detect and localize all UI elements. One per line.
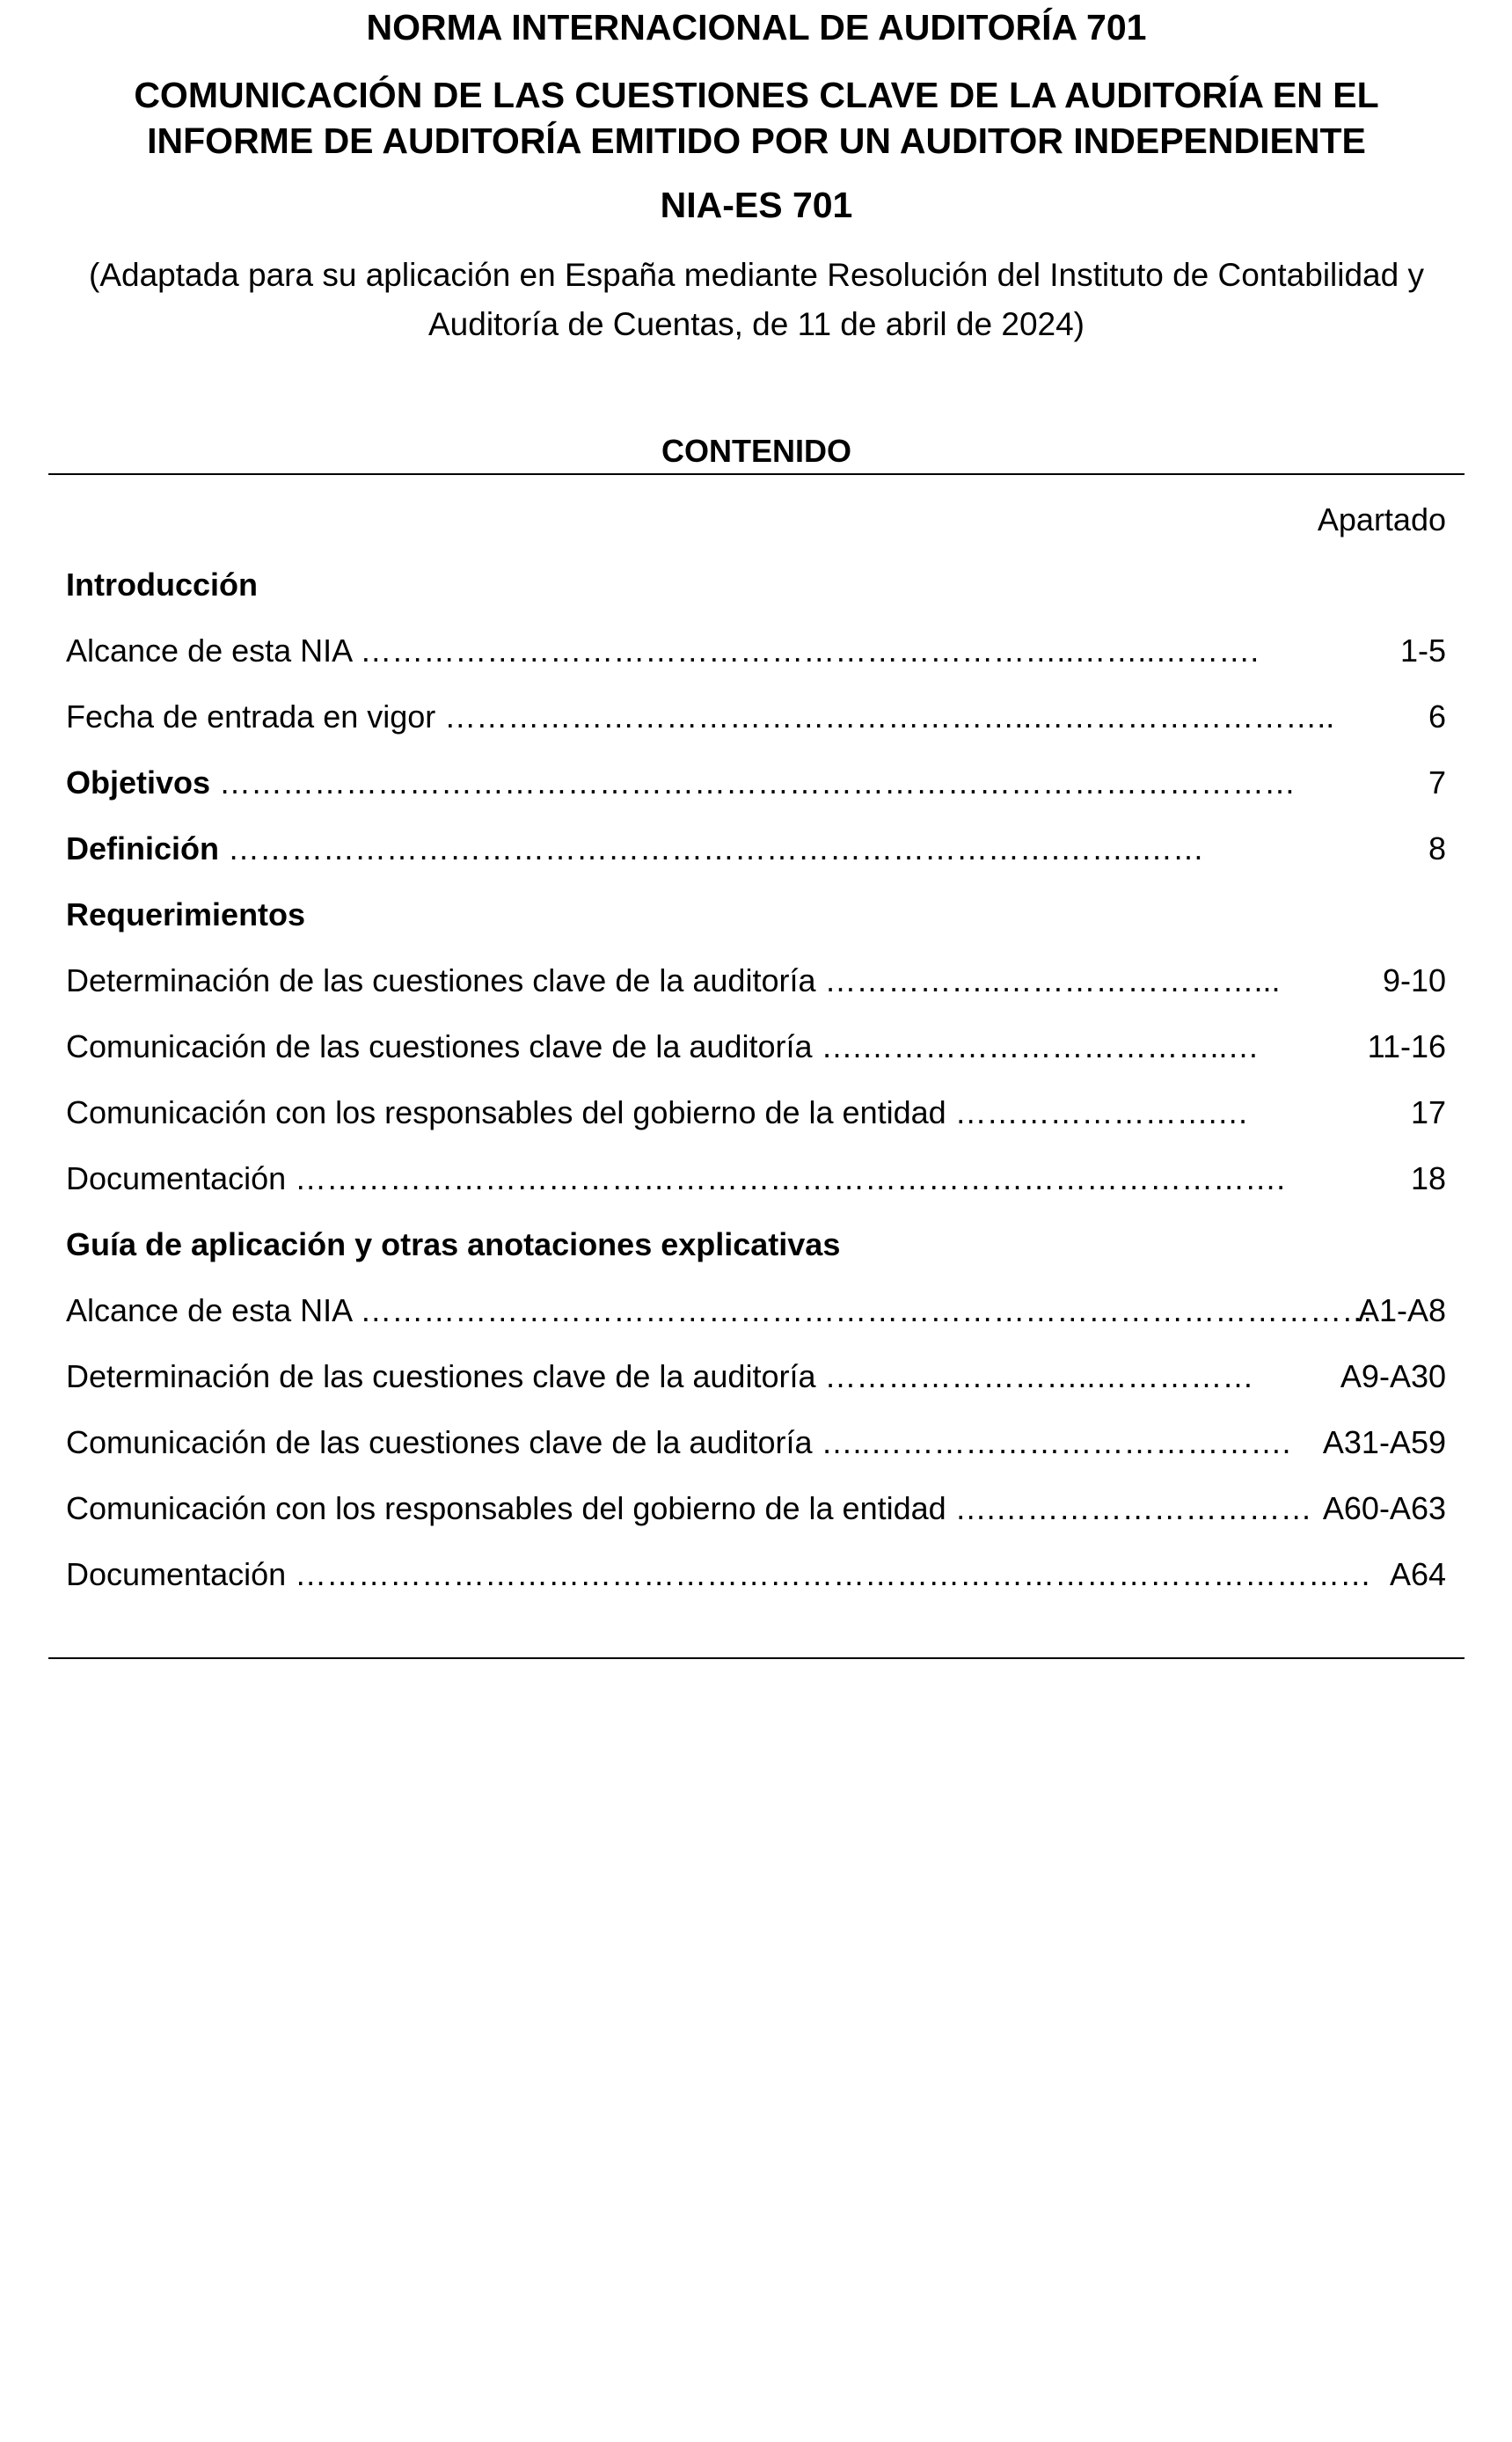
toc-entry-label: Definición <box>66 830 220 866</box>
toc-entry[interactable] <box>66 961 1446 1027</box>
table-of-contents <box>66 565 1446 1620</box>
toc-entry-label: Determinación de las cuestiones clave de la auditoría <box>66 962 816 998</box>
toc-entry-ref: 8 <box>1428 830 1446 866</box>
toc-entry-ref: 17 <box>1410 1094 1446 1130</box>
toc-entry-label: Comunicación de las cuestiones clave de la auditoría <box>66 1028 813 1064</box>
toc-entry[interactable] <box>66 1290 1446 1356</box>
toc-entry-label: Objetivos <box>66 764 211 801</box>
toc-entry-label: Comunicación con los responsables del gobierno de la entidad <box>66 1490 946 1526</box>
toc-entry[interactable] <box>66 1422 1446 1488</box>
toc-entry-leader: …………………….… <box>946 1094 1249 1130</box>
toc-top-divider <box>48 473 1465 475</box>
toc-entry-label: Documentación <box>66 1160 287 1196</box>
toc-entry-leader: ……………………..…………… <box>815 1358 1254 1394</box>
toc-entry-leader: ………………………………………………..……………………….. <box>435 698 1335 735</box>
toc-entry[interactable] <box>66 763 1446 829</box>
toc-entry-ref: 6 <box>1428 698 1446 735</box>
toc-entry-leader: ………………………………………………………………………………………… <box>286 1556 1372 1592</box>
toc-entry-leader: ………………………………………………………………………………………… <box>210 764 1297 801</box>
document-subtitle <box>48 72 1465 164</box>
toc-entry[interactable] <box>66 829 1446 895</box>
toc-heading: CONTENIDO <box>661 433 851 469</box>
toc-entry-leader: …………………………………………………………………………………… <box>351 1292 1374 1328</box>
toc-entry-ref: 7 <box>1428 764 1446 801</box>
toc-entry-label: Alcance de esta NIA <box>66 1292 352 1328</box>
toc-entry[interactable] <box>66 1159 1446 1225</box>
toc-section-label: Guía de aplicación y otras anotaciones explicativas <box>66 1226 841 1262</box>
toc-entry-leader: …………………………………………………………………….……..…… <box>219 830 1205 866</box>
toc-entry[interactable] <box>66 1027 1446 1093</box>
toc-section-requerimientos <box>66 895 1446 961</box>
toc-entry-ref: A60-A63 <box>1322 1490 1446 1526</box>
toc-entry-label: Comunicación con los responsables del gobierno de la entidad <box>66 1094 946 1130</box>
toc-entry-leader: …………………………………………………………..……..………. <box>351 632 1260 669</box>
toc-entry-ref: A64 <box>1389 1556 1446 1592</box>
toc-section-introduccion <box>66 565 1446 631</box>
toc-entry-label: Fecha de entrada en vigor <box>66 698 436 735</box>
adaptation-note-line-1: (Adaptada para su aplicación en España mediante Resolución del Instituto de Contabilidad y <box>89 257 1424 293</box>
toc-section-guia-aplicacion <box>66 1225 1446 1290</box>
toc-entry[interactable] <box>66 631 1446 697</box>
adaptation-note-line-2: Auditoría de Cuentas, de 11 de abril de 2024) <box>428 306 1085 342</box>
toc-entry-label: Determinación de las cuestiones clave de la auditoría <box>66 1358 816 1394</box>
toc-entry-label: Comunicación de las cuestiones clave de la auditoría <box>66 1424 813 1460</box>
toc-entry-leader: ……………..……………………... <box>815 962 1281 998</box>
toc-entry-leader: …..…………………………………. <box>812 1424 1291 1460</box>
toc-entry-ref: 1-5 <box>1399 632 1446 669</box>
toc-entry-ref: 18 <box>1410 1160 1446 1196</box>
toc-entry[interactable] <box>66 1554 1446 1620</box>
toc-entry-ref: A9-A30 <box>1340 1358 1446 1394</box>
toc-entry-label: Alcance de esta NIA <box>66 632 352 669</box>
toc-entry[interactable] <box>66 1356 1446 1422</box>
document-title: NORMA INTERNACIONAL DE AUDITORÍA 701 <box>366 7 1147 48</box>
toc-entry[interactable] <box>66 1093 1446 1159</box>
toc-section-label: Introducción <box>66 567 258 603</box>
toc-entry[interactable] <box>66 1488 1446 1554</box>
toc-section-label: Requerimientos <box>66 896 306 932</box>
toc-entry-ref: 9-10 <box>1382 962 1446 998</box>
document-subtitle-line-2: INFORME DE AUDITORÍA EMITIDO POR UN AUDITOR INDEPENDIENTE <box>147 121 1366 161</box>
toc-entry-leader: ….……………………………..… <box>812 1028 1260 1064</box>
toc-column-label: Apartado <box>1317 501 1446 537</box>
toc-entry-ref: A31-A59 <box>1322 1424 1446 1460</box>
document-subtitle-line-1: COMUNICACIÓN DE LAS CUESTIONES CLAVE DE LA AUDITORÍA EN EL <box>134 75 1379 115</box>
toc-entry-leader: ….………………………… <box>946 1490 1312 1526</box>
toc-entry-label: Documentación <box>66 1556 287 1592</box>
toc-entry-leader: …………………………………………………………………………………. <box>286 1160 1286 1196</box>
toc-entry-ref: 11-16 <box>1367 1028 1446 1064</box>
toc-entry-ref: A1-A8 <box>1357 1292 1446 1328</box>
toc-bottom-divider <box>48 1657 1465 1659</box>
toc-entry[interactable] <box>66 697 1446 763</box>
document-code: NIA-ES 701 <box>660 185 853 225</box>
adaptation-note <box>48 251 1465 349</box>
